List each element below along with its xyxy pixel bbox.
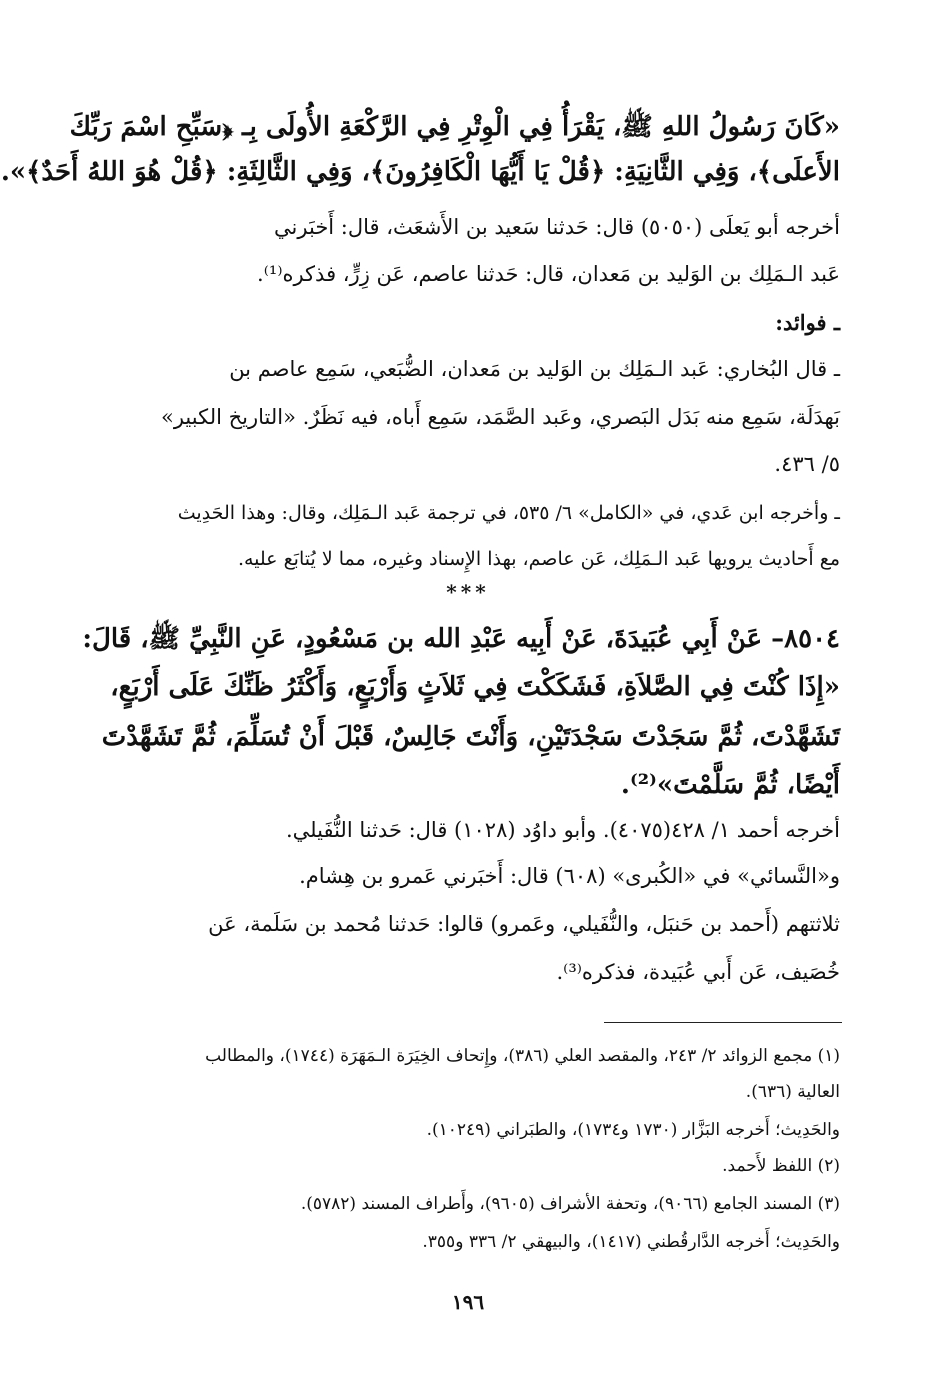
ibn-adi-line: ـ وأخرجه ابن عَدي، في «الكامل» ٦/ ٥٣٥، في ترجمة عَبد الـمَلِك، وقال: وهذا الحَدِيث bbox=[177, 502, 840, 524]
footnote-rule bbox=[604, 1022, 842, 1023]
takhrij-line: أخرجه أبو يَعلَى (٥٠٥٠) قال: حَدثنا سَعيد بن الأَشعَث، قال: أَخبَرني bbox=[274, 215, 840, 239]
fawaid-line: بَهدَلَة، سَمِع منه بَدَل البَصري، وعَبد الصَّمَد، سَمِع أَباه، فيه نَظَرٌ. «التاريخ الكبير» bbox=[160, 405, 840, 429]
footnote-line: العالية (٦٣٦). bbox=[745, 1082, 840, 1102]
fawaid-line: ٥/ ٤٣٦. bbox=[774, 452, 840, 476]
hadith-matn-line: «كَانَ رَسُولُ اللهِ ﷺ، يَقْرَأُ فِي الْوِتْرِ فِي الرَّكْعَةِ الأُولَى بِـ ﴿سَبِّحِ اسْمَ رَبِّكَ bbox=[69, 112, 840, 142]
takhrij-line: عَبد الـمَلِك بن الوَليد بن مَعدان، قال: حَدثنا عاصم، عَن زِرٍّ، فذكره⁽¹⁾. bbox=[257, 262, 840, 286]
hadith-matn-line: الأَعلَى﴾، وَفِي الثَّانِيَةِ: ﴿قُلْ يَا أَيُّهَا الْكَافِرُونَ﴾، وَفِي الثَّالِثَةِ: ﴿قُلْ هُوَ اللهُ أَحَدٌ﴾». bbox=[0, 157, 840, 187]
takhrij-line: أخرجه أحمد ١/ ٤٢٨(٤٠٧٥). وأبو داوُد (١٠٢٨) قال: حَدثنا النُّفَيلي. bbox=[286, 818, 840, 842]
takhrij-line: خُصَيف، عَن أَبي عُبَيدة، فذكره⁽³⁾. bbox=[556, 960, 840, 984]
hadith-matn-line: «إِذَا كُنْتَ فِي الصَّلاَةِ، فَشَكَكْتَ فِي ثَلاَثٍ وَأَرْبَعٍ، وَأَكْثَرُ ظَنِّكَ عَلَى أَرْبَعٍ، bbox=[110, 672, 840, 702]
hadith-matn-line: تَشَهَّدْتَ، ثُمَّ سَجَدْتَ سَجْدَتَيْنِ، وَأَنْتَ جَالِسٌ، قَبْلَ أَنْ تُسَلِّمَ، ثُمَّ تَشَهَّدْتَ bbox=[101, 722, 840, 752]
page-number: ١٩٦ bbox=[451, 1290, 485, 1314]
takhrij-line: ثلاثتهم (أَحمد بن حَنبَل، والنُّفَيلي، وعَمرو) قالوا: حَدثنا مُحمد بن سَلَمة، عَن bbox=[208, 912, 840, 936]
hadith-matn-line: أَيْضًا، ثُمَّ سَلَّمْتَ»⁽²⁾. bbox=[620, 770, 840, 800]
fawaid-heading: ـ فوائد: bbox=[775, 310, 840, 335]
footnote-line: (٣) المسند الجامع (٩٠٦٦)، وتحفة الأشراف (٩٦٠٥)، وأَطراف المسند (٥٧٨٢). bbox=[300, 1194, 840, 1214]
footnote-line: والحَدِيث؛ أَخرجه الدَّارقُطني (١٤١٧)، والبيهقي ٢/ ٣٣٦ و٣٥٥. bbox=[422, 1232, 840, 1252]
takhrij-line: و«النَّسائي» في «الكُبرى» (٦٠٨) قال: أَخبَرني عَمرو بن هِشام. bbox=[299, 864, 840, 888]
hadith-isnad-line: ٨٥٠٤– عَنْ أَبِي عُبَيدَةَ، عَنْ أَبِيه عَبْدِ الله بن مَسْعُودٍ، عَنِ النَّبِيِّ ﷺ، قَالَ: bbox=[82, 624, 840, 654]
fawaid-line: ـ قال البُخاري: عَبد الـمَلِك بن الوَليد بن مَعدان، الضُّبَعي، سَمِع عاصم بن bbox=[229, 357, 840, 381]
section-separator: *** bbox=[446, 580, 490, 604]
footnote-line: (١) مجمع الزوائد ٢/ ٢٤٣، والمقصد العلي (٣٨٦)، وإِتحاف الخِيَرَة الـمَهَرَة (١٧٤٤)، والمطالب bbox=[205, 1046, 840, 1066]
footnote-line: والحَدِيث؛ أَخرجه البَزَّار (١٧٣٠ و١٧٣٤)، والطبَراني (١٠٢٤٩). bbox=[426, 1120, 840, 1140]
footnote-line: (٢) اللفظ لأَحمد. bbox=[722, 1156, 840, 1176]
ibn-adi-line: مع أَحاديث يرويها عَبد الـمَلِك، عَن عاصم، بهذا الإِسناد وغيره، مما لا يُتابَع عليه. bbox=[237, 548, 840, 570]
